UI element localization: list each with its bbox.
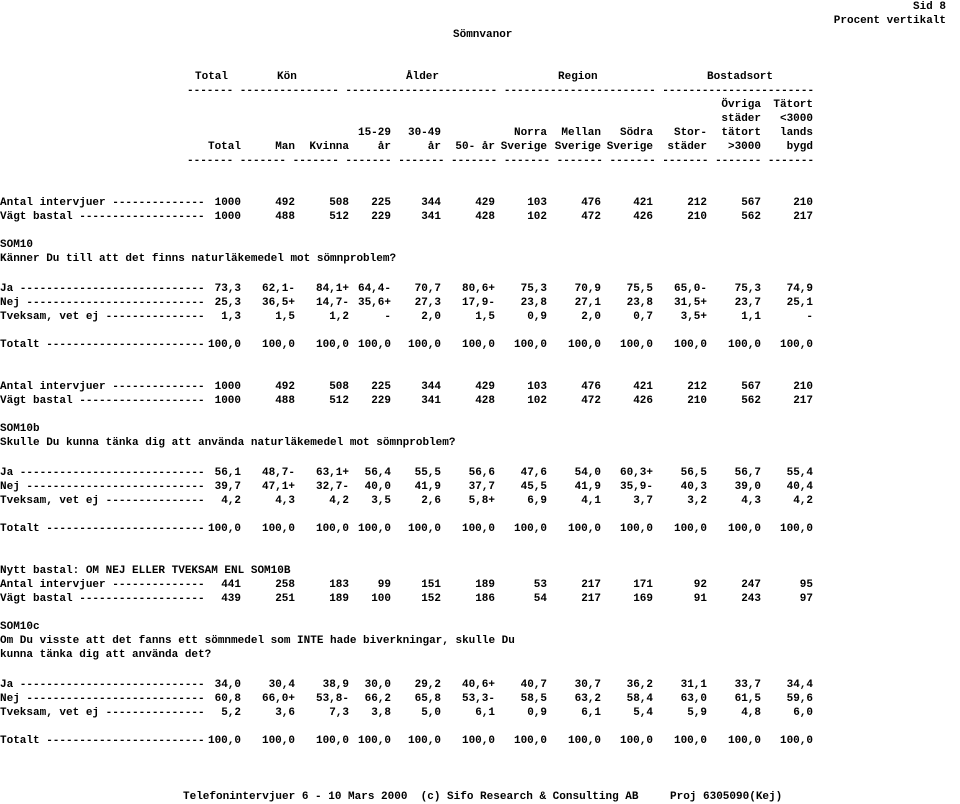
cell-value: 32,7-: [315, 481, 349, 493]
question-code: SOM10: [0, 239, 34, 251]
cell-value: 40,3: [680, 481, 707, 493]
cell-value: 100,0: [207, 339, 241, 351]
column-rule: ------- ------- ------- ------- ------- ------- ------- ------- ------- ------- ------- -------: [187, 155, 815, 167]
column-header-label: städer: [721, 113, 761, 125]
cell-value: 1000: [214, 381, 241, 393]
cell-value: 217: [793, 211, 813, 223]
cell-value: 100,0: [513, 339, 547, 351]
cell-value: 439: [221, 593, 241, 605]
cell-value: 472: [581, 395, 601, 407]
cell-value: 100,0: [727, 339, 761, 351]
cell-value: 100,0: [567, 339, 601, 351]
cell-value: 53: [533, 579, 547, 591]
column-header-label: lands: [779, 127, 813, 139]
question-text: Känner Du till att det finns naturläkemedel mot sömnproblem?: [0, 253, 397, 265]
cell-value: 508: [329, 197, 349, 209]
cell-value: 95: [799, 579, 813, 591]
cell-value: 63,2: [574, 693, 601, 705]
cell-value: 4,3: [741, 495, 761, 507]
cell-value: 2,6: [421, 495, 441, 507]
cell-value: 183: [329, 579, 349, 591]
cell-value: 229: [371, 395, 391, 407]
cell-value: 100,0: [315, 523, 349, 535]
cell-value: 84,1+: [315, 283, 349, 295]
cell-value: 73,3: [214, 283, 241, 295]
cell-value: 6,1: [581, 707, 601, 719]
cell-value: 4,2: [221, 495, 241, 507]
cell-value: 25,1: [786, 297, 813, 309]
column-header-label: 30-49: [407, 127, 441, 139]
cell-value: 48,7-: [261, 467, 295, 479]
total-row: [0, 522, 960, 536]
row-label: Totalt ------------------------: [0, 339, 205, 351]
cell-value: 56,6: [468, 467, 495, 479]
cell-value: 0,9: [527, 311, 547, 323]
column-header-label: Kvinna: [309, 141, 349, 153]
cell-value: 247: [741, 579, 761, 591]
cell-value: 100,0: [461, 339, 495, 351]
cell-value: 17,9-: [461, 297, 495, 309]
cell-value: 75,5: [626, 283, 653, 295]
cell-value: 508: [329, 381, 349, 393]
cell-value: 29,2: [414, 679, 441, 691]
row-label: Nej ---------------------------: [0, 693, 205, 705]
row-label: Totalt ------------------------: [0, 523, 205, 535]
row-label: Antal intervjuer --------------: [0, 197, 205, 209]
cell-value: 100,0: [461, 523, 495, 535]
cell-value: 75,3: [520, 283, 547, 295]
cell-value: 210: [793, 197, 813, 209]
cell-value: 210: [793, 381, 813, 393]
cell-value: 70,7: [414, 283, 441, 295]
cell-value: 64,4-: [357, 283, 391, 295]
cell-value: 5,9: [687, 707, 707, 719]
row-label: Vägt bastal -------------------: [0, 593, 205, 605]
cell-value: 30,0: [364, 679, 391, 691]
cell-value: 65,0-: [673, 283, 707, 295]
cell-value: 1,1: [741, 311, 761, 323]
column-header-label: <3000: [779, 113, 813, 125]
cell-value: 40,7: [520, 679, 547, 691]
group-rule: ------- --------------- ----------------------- ----------------------- -----------------------: [187, 85, 815, 97]
cell-value: 100,0: [513, 523, 547, 535]
cell-value: -: [384, 311, 391, 323]
cell-value: 217: [581, 593, 601, 605]
column-header-label: 15-29: [357, 127, 391, 139]
cell-value: 567: [741, 381, 761, 393]
cell-value: 5,2: [221, 707, 241, 719]
cell-value: 56,5: [680, 467, 707, 479]
column-header-label: 50- år: [455, 141, 495, 153]
cell-value: 169: [633, 593, 653, 605]
row-label: Ja ----------------------------: [0, 467, 205, 479]
row-label: Tveksam, vet ej ---------------: [0, 311, 205, 323]
cell-value: 35,6+: [357, 297, 391, 309]
table-row: [0, 692, 960, 706]
column-header-label: Stor-: [673, 127, 707, 139]
cell-value: 34,0: [214, 679, 241, 691]
cell-value: 1,5: [475, 311, 495, 323]
cell-value: 476: [581, 197, 601, 209]
table-row: [0, 592, 960, 606]
question-code: SOM10c: [0, 621, 40, 633]
cell-value: 55,4: [786, 467, 813, 479]
row-label: Antal intervjuer --------------: [0, 579, 205, 591]
cell-value: 492: [275, 197, 295, 209]
cell-value: 40,6+: [461, 679, 495, 691]
cell-value: 100,0: [513, 735, 547, 747]
group-bostadsort: Bostadsort: [707, 71, 774, 83]
cell-value: 151: [421, 579, 441, 591]
cell-value: 258: [275, 579, 295, 591]
cell-value: 100,0: [567, 735, 601, 747]
column-header-label: tätort: [721, 127, 761, 139]
footer-project: Proj 6305090(Kej): [670, 791, 783, 803]
cell-value: 41,9: [414, 481, 441, 493]
cell-value: 56,1: [214, 467, 241, 479]
page-number: Sid 8: [912, 1, 946, 13]
cell-value: 4,1: [581, 495, 601, 507]
row-label: Antal intervjuer --------------: [0, 381, 205, 393]
row-label: Nej ---------------------------: [0, 481, 205, 493]
table-row: [0, 480, 960, 494]
cell-value: 40,0: [364, 481, 391, 493]
cell-value: 100,0: [673, 735, 707, 747]
column-header-label: Sverige: [500, 141, 547, 153]
cell-value: 1000: [214, 211, 241, 223]
cell-value: 100,0: [673, 523, 707, 535]
cell-value: 428: [475, 395, 495, 407]
cell-value: 66,2: [364, 693, 391, 705]
column-header-label: Total: [207, 141, 241, 153]
cell-value: 36,5+: [261, 297, 295, 309]
cell-value: 100,0: [727, 735, 761, 747]
cell-value: 45,5: [520, 481, 547, 493]
cell-value: 31,1: [680, 679, 707, 691]
cell-value: 3,8: [371, 707, 391, 719]
cell-value: 100: [371, 593, 391, 605]
cell-value: 36,2: [626, 679, 653, 691]
cell-value: 65,8: [414, 693, 441, 705]
cell-value: 100,0: [779, 523, 813, 535]
cell-value: 47,1+: [261, 481, 295, 493]
table-row: [0, 296, 960, 310]
cell-value: 6,1: [475, 707, 495, 719]
cell-value: 0,9: [527, 707, 547, 719]
cell-value: 426: [633, 211, 653, 223]
cell-value: 5,4: [633, 707, 653, 719]
cell-value: 189: [329, 593, 349, 605]
cell-value: 39,0: [734, 481, 761, 493]
cell-value: 30,4: [268, 679, 295, 691]
column-header-label: Sverige: [554, 141, 601, 153]
base-note: Nytt bastal: OM NEJ ELLER TVEKSAM ENL SOM10B: [0, 565, 291, 577]
row-label: Tveksam, vet ej ---------------: [0, 707, 205, 719]
cell-value: 217: [793, 395, 813, 407]
column-header-label: Norra: [513, 127, 547, 139]
table-row: [0, 706, 960, 720]
cell-value: 74,9: [786, 283, 813, 295]
cell-value: 61,5: [734, 693, 761, 705]
column-header-label: Tätort: [773, 99, 813, 111]
column-header-label: Övriga: [721, 99, 761, 111]
cell-value: 100,0: [673, 339, 707, 351]
cell-value: 428: [475, 211, 495, 223]
cell-value: 1,5: [275, 311, 295, 323]
cell-value: 54,0: [574, 467, 601, 479]
cell-value: 34,4: [786, 679, 813, 691]
cell-value: 171: [633, 579, 653, 591]
cell-value: 344: [421, 381, 441, 393]
cell-value: 100,0: [779, 339, 813, 351]
column-header-label: >3000: [727, 141, 761, 153]
column-header-label: Sverige: [606, 141, 653, 153]
cell-value: 66,0+: [261, 693, 295, 705]
page-title: Sömnvanor: [453, 29, 513, 41]
cell-value: 341: [421, 211, 441, 223]
cell-value: 97: [799, 593, 813, 605]
cell-value: 344: [421, 197, 441, 209]
cell-value: 217: [581, 579, 601, 591]
cell-value: 4,2: [793, 495, 813, 507]
cell-value: 100,0: [261, 339, 295, 351]
cell-value: 4,3: [275, 495, 295, 507]
cell-value: 27,1: [574, 297, 601, 309]
cell-value: 62,1-: [261, 283, 295, 295]
cell-value: 59,6: [786, 693, 813, 705]
cell-value: 102: [527, 395, 547, 407]
cell-value: 100,0: [567, 523, 601, 535]
cell-value: 100,0: [461, 735, 495, 747]
cell-value: 251: [275, 593, 295, 605]
cell-value: 60,8: [214, 693, 241, 705]
cell-value: 23,7: [734, 297, 761, 309]
cell-value: 103: [527, 197, 547, 209]
cell-value: 99: [377, 579, 391, 591]
cell-value: 3,5: [371, 495, 391, 507]
group-kon: Kön: [277, 71, 297, 83]
cell-value: 54: [533, 593, 547, 605]
total-row: [0, 734, 960, 748]
cell-value: 1000: [214, 395, 241, 407]
cell-value: 56,7: [734, 467, 761, 479]
cell-value: 100,0: [619, 735, 653, 747]
cell-value: 6,9: [527, 495, 547, 507]
cell-value: 38,9: [322, 679, 349, 691]
question-code: SOM10b: [0, 423, 40, 435]
cell-value: 53,3-: [461, 693, 495, 705]
cell-value: 6,0: [793, 707, 813, 719]
cell-value: 225: [371, 381, 391, 393]
table-row: [0, 380, 960, 394]
cell-value: 33,7: [734, 679, 761, 691]
group-total: Total: [195, 71, 229, 83]
cell-value: 212: [687, 381, 707, 393]
cell-value: 1,2: [329, 311, 349, 323]
cell-value: 441: [221, 579, 241, 591]
cell-value: 472: [581, 211, 601, 223]
question-text: kunna tänka dig att använda det?: [0, 649, 212, 661]
table-row: [0, 282, 960, 296]
cell-value: 3,2: [687, 495, 707, 507]
cell-value: 492: [275, 381, 295, 393]
cell-value: 3,5+: [680, 311, 707, 323]
cell-value: 53,8-: [315, 693, 349, 705]
cell-value: 5,0: [421, 707, 441, 719]
cell-value: 189: [475, 579, 495, 591]
cell-value: 5,8+: [468, 495, 495, 507]
cell-value: 512: [329, 395, 349, 407]
cell-value: 23,8: [520, 297, 547, 309]
cell-value: 152: [421, 593, 441, 605]
cell-value: 0,7: [633, 311, 653, 323]
cell-value: 100,0: [407, 523, 441, 535]
cell-value: 39,7: [214, 481, 241, 493]
cell-value: 100,0: [407, 339, 441, 351]
cell-value: 25,3: [214, 297, 241, 309]
column-header-label: år: [427, 141, 441, 153]
cell-value: 92: [693, 579, 707, 591]
cell-value: 2,0: [581, 311, 601, 323]
group-region: Region: [558, 71, 598, 83]
cell-value: 40,4: [786, 481, 813, 493]
cell-value: 100,0: [357, 339, 391, 351]
cell-value: 100,0: [407, 735, 441, 747]
cell-value: 56,4: [364, 467, 391, 479]
cell-value: 103: [527, 381, 547, 393]
cell-value: 476: [581, 381, 601, 393]
cell-value: 488: [275, 395, 295, 407]
cell-value: 100,0: [357, 523, 391, 535]
cell-value: 41,9: [574, 481, 601, 493]
cell-value: 100,0: [207, 523, 241, 535]
cell-value: 429: [475, 197, 495, 209]
cell-value: 35,9-: [619, 481, 653, 493]
row-label: Vägt bastal -------------------: [0, 211, 205, 223]
cell-value: 58,5: [520, 693, 547, 705]
cell-value: 243: [741, 593, 761, 605]
cell-value: 210: [687, 211, 707, 223]
column-header-label: Södra: [619, 127, 653, 139]
table-row: [0, 494, 960, 508]
cell-value: 100,0: [619, 339, 653, 351]
cell-value: 75,3: [734, 283, 761, 295]
cell-value: 14,7-: [315, 297, 349, 309]
cell-value: 1,3: [221, 311, 241, 323]
cell-value: 488: [275, 211, 295, 223]
column-header-label: Mellan: [561, 127, 601, 139]
row-label: Nej ---------------------------: [0, 297, 205, 309]
cell-value: 80,6+: [461, 283, 495, 295]
table-row: [0, 394, 960, 408]
cell-value: 58,4: [626, 693, 653, 705]
cell-value: 421: [633, 381, 653, 393]
table-row: [0, 310, 960, 324]
cell-value: 23,8: [626, 297, 653, 309]
cell-value: 429: [475, 381, 495, 393]
cell-value: 100,0: [315, 339, 349, 351]
cell-value: 31,5+: [673, 297, 707, 309]
cell-value: 567: [741, 197, 761, 209]
percent-note: Procent vertikalt: [833, 15, 946, 27]
table-row: [0, 466, 960, 480]
cell-value: 100,0: [261, 523, 295, 535]
cell-value: 3,6: [275, 707, 295, 719]
cell-value: 100,0: [779, 735, 813, 747]
cell-value: 63,0: [680, 693, 707, 705]
cell-value: 2,0: [421, 311, 441, 323]
cell-value: 100,0: [261, 735, 295, 747]
cell-value: 60,3+: [619, 467, 653, 479]
cell-value: 421: [633, 197, 653, 209]
footer-source: Telefonintervjuer 6 - 10 Mars 2000 (c) Sifo Research & Consulting AB: [183, 791, 639, 803]
row-label: Vägt bastal -------------------: [0, 395, 205, 407]
row-label: Tveksam, vet ej ---------------: [0, 495, 205, 507]
table-row: [0, 196, 960, 210]
cell-value: 225: [371, 197, 391, 209]
cell-value: 212: [687, 197, 707, 209]
cell-value: 4,8: [741, 707, 761, 719]
cell-value: 7,3: [329, 707, 349, 719]
cell-value: 63,1+: [315, 467, 349, 479]
table-row: [0, 678, 960, 692]
cell-value: 1000: [214, 197, 241, 209]
cell-value: 3,7: [633, 495, 653, 507]
column-header-label: bygd: [786, 141, 813, 153]
cell-value: 55,5: [414, 467, 441, 479]
column-header-label: år: [377, 141, 391, 153]
cell-value: 4,2: [329, 495, 349, 507]
cell-value: 100,0: [727, 523, 761, 535]
column-header-label: städer: [667, 141, 707, 153]
table-row: [0, 210, 960, 224]
cell-value: 100,0: [619, 523, 653, 535]
question-text: Skulle Du kunna tänka dig att använda naturläkemedel mot sömnproblem?: [0, 437, 456, 449]
cell-value: 426: [633, 395, 653, 407]
cell-value: 229: [371, 211, 391, 223]
cell-value: 512: [329, 211, 349, 223]
cell-value: -: [806, 311, 813, 323]
row-label: Totalt ------------------------: [0, 735, 205, 747]
row-label: Ja ----------------------------: [0, 283, 205, 295]
row-label: Ja ----------------------------: [0, 679, 205, 691]
cell-value: 100,0: [357, 735, 391, 747]
column-header-label: Man: [275, 141, 295, 153]
cell-value: 562: [741, 211, 761, 223]
cell-value: 341: [421, 395, 441, 407]
question-text: Om Du visste att det fanns ett sömnmedel som INTE hade biverkningar, skulle Du: [0, 635, 515, 647]
total-row: [0, 338, 960, 352]
cell-value: 70,9: [574, 283, 601, 295]
cell-value: 91: [693, 593, 707, 605]
table-row: [0, 578, 960, 592]
cell-value: 30,7: [574, 679, 601, 691]
group-alder: Ålder: [406, 71, 440, 83]
cell-value: 100,0: [207, 735, 241, 747]
cell-value: 562: [741, 395, 761, 407]
cell-value: 210: [687, 395, 707, 407]
cell-value: 102: [527, 211, 547, 223]
cell-value: 37,7: [468, 481, 495, 493]
cell-value: 100,0: [315, 735, 349, 747]
cell-value: 27,3: [414, 297, 441, 309]
cell-value: 186: [475, 593, 495, 605]
cell-value: 47,6: [520, 467, 547, 479]
